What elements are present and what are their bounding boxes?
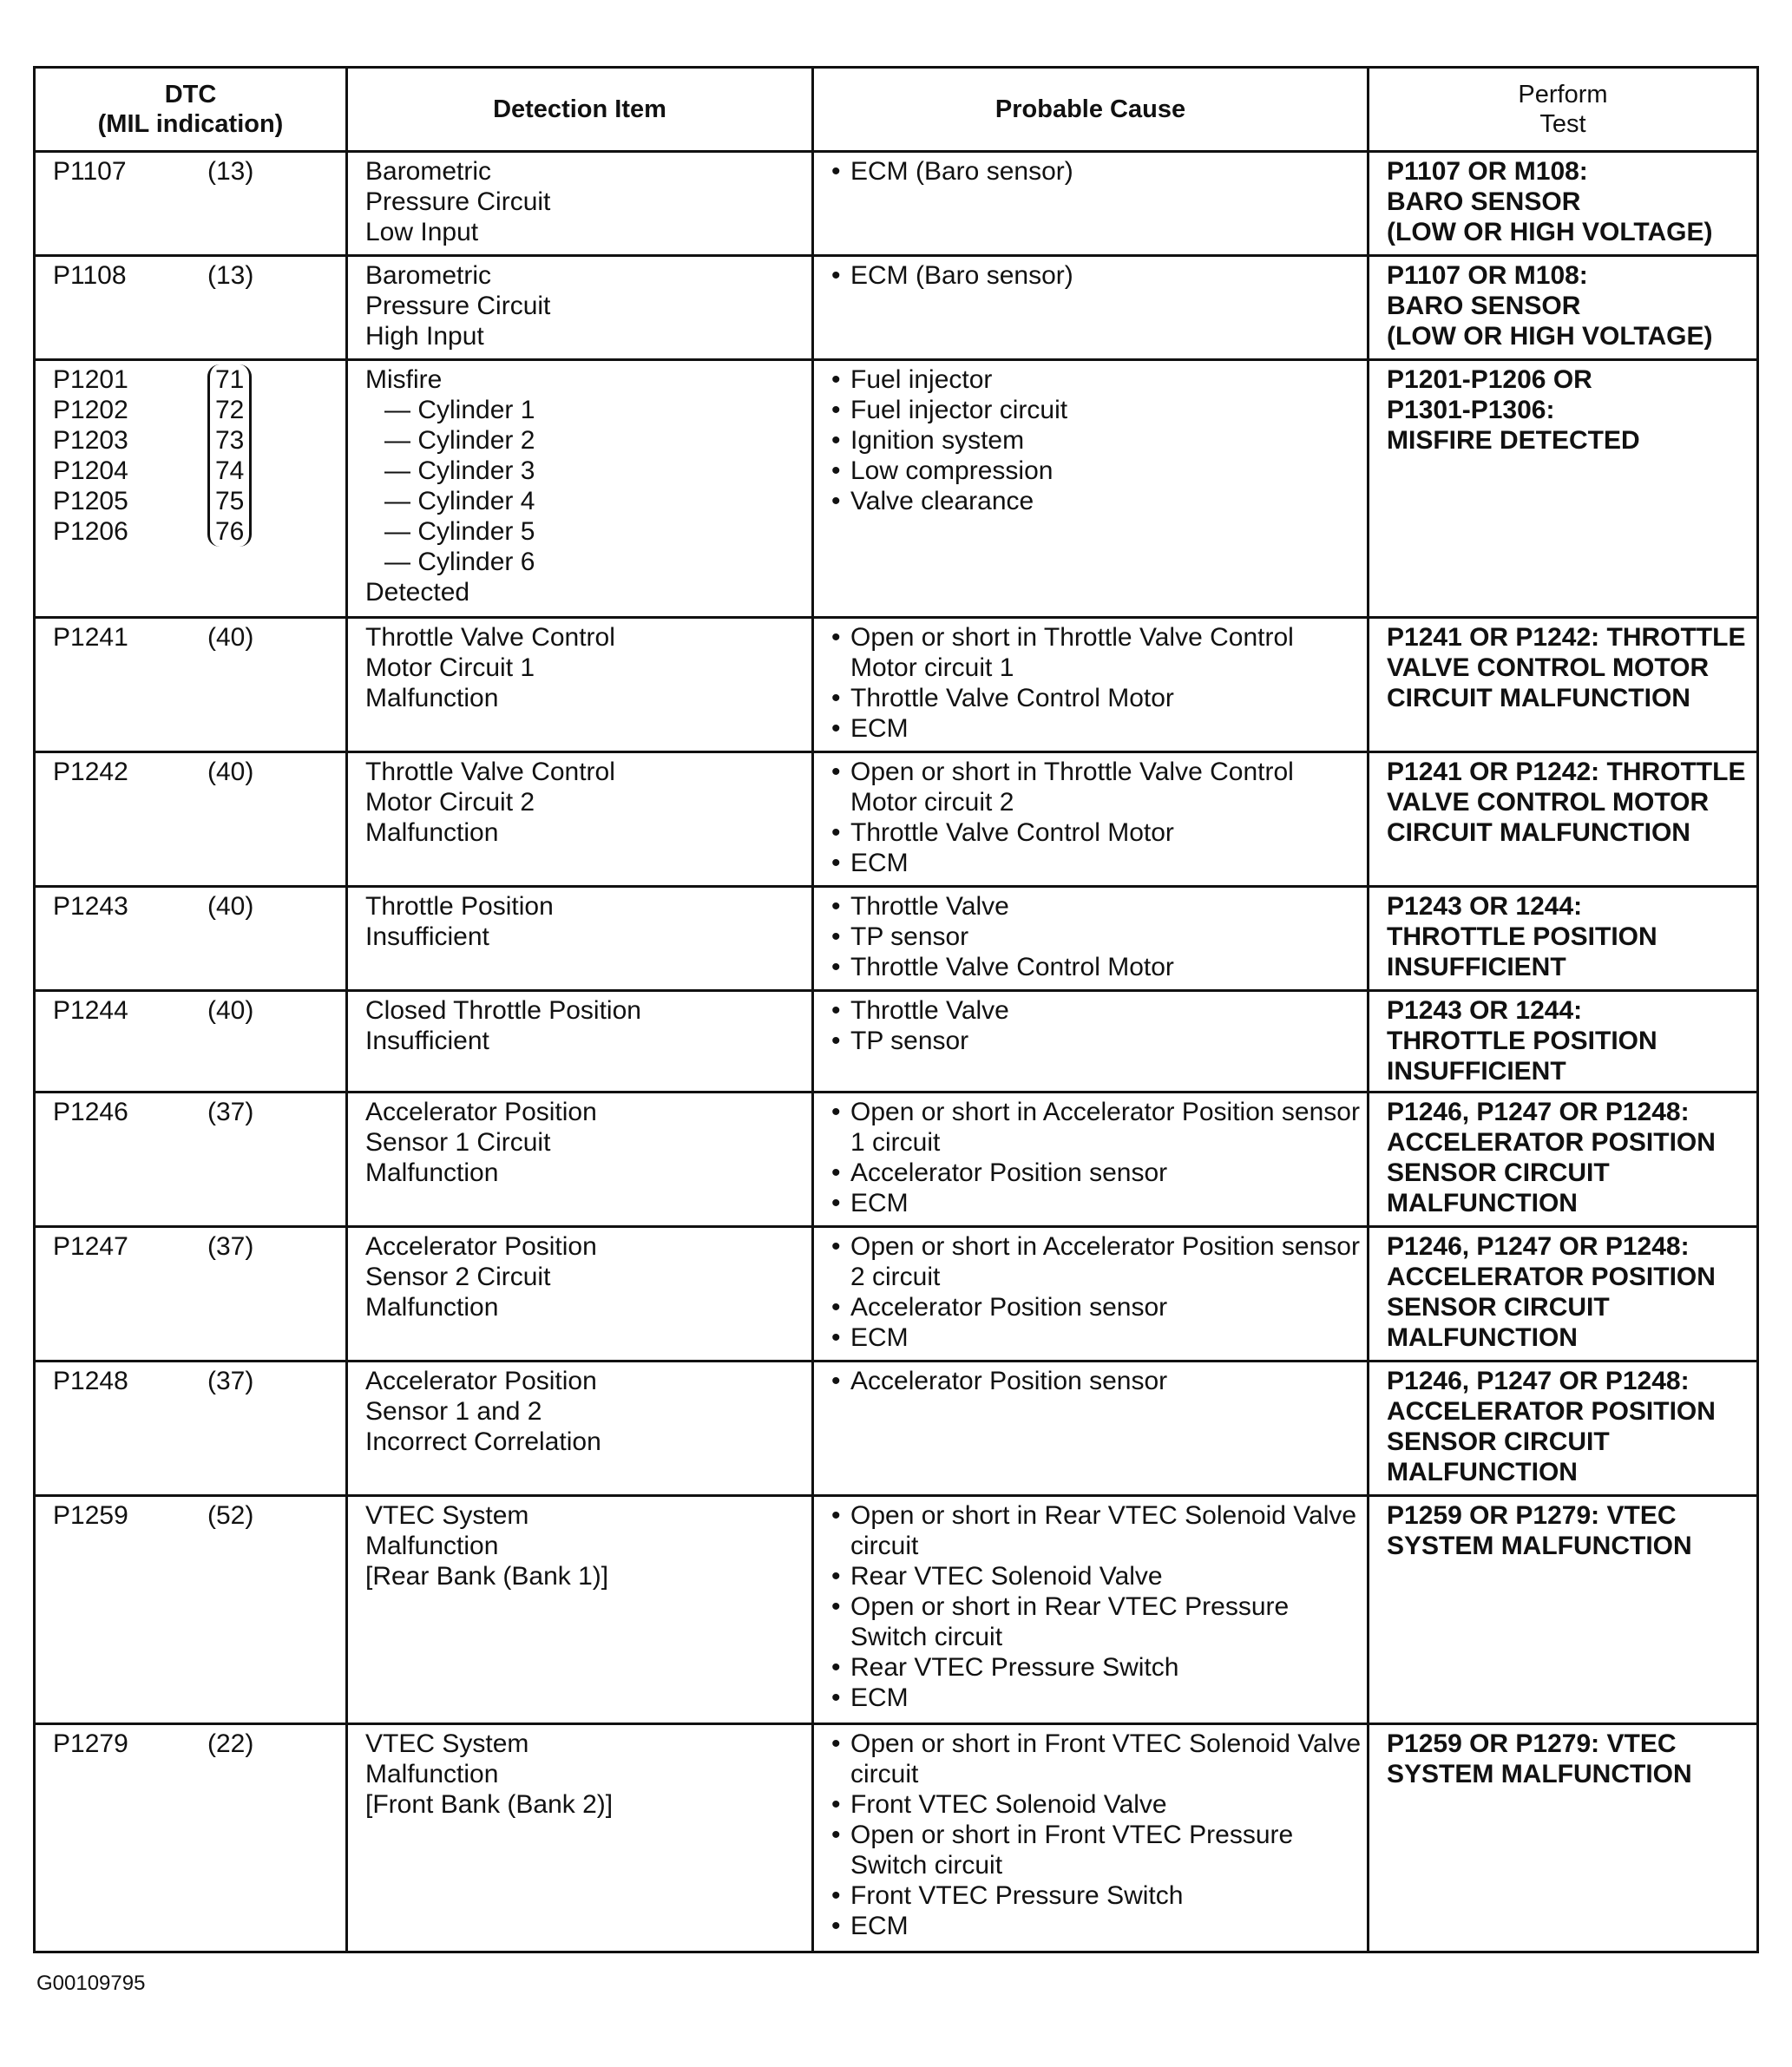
dtc-cell — [35, 752, 347, 887]
test-line: SENSOR CIRCUIT — [1387, 1427, 1610, 1456]
test-line: SYSTEM MALFUNCTION — [1387, 1532, 1692, 1560]
cause-item: • Throttle Valve Control Motor — [831, 952, 1367, 982]
cause-list — [831, 1729, 1367, 1941]
dtc-code-line — [53, 757, 345, 787]
detection-line: Malfunction — [365, 1760, 499, 1788]
dtc-code: P1206 — [53, 517, 128, 546]
cause-item: • Open or short in Accelerator Position sensor 2 circuit — [831, 1231, 1367, 1292]
cause-item: • Open or short in Front VTEC Solenoid Valve circuit — [831, 1729, 1367, 1789]
dtc-code: P1246 — [53, 1098, 128, 1126]
probable-cause-cell — [813, 752, 1369, 887]
cause-item: • ECM — [831, 1911, 1367, 1941]
header-test-line1: Perform — [1518, 81, 1608, 108]
test-line: P1201-P1206 OR — [1387, 365, 1592, 394]
mil-indication: (52) — [207, 1501, 254, 1530]
dtc-code: P1244 — [53, 996, 128, 1025]
test-line: VALVE CONTROL MOTOR — [1387, 788, 1710, 817]
cause-item: • Throttle Valve — [831, 891, 1367, 922]
cause-item: • ECM — [831, 848, 1367, 878]
cause-item: • Rear VTEC Pressure Switch — [831, 1652, 1367, 1683]
test-line: MALFUNCTION — [1387, 1323, 1578, 1352]
detection-item-cell — [347, 618, 813, 752]
dtc-cell — [35, 256, 347, 360]
test-line: P1241 OR P1242: THROTTLE — [1387, 623, 1746, 652]
cause-item: • Accelerator Position sensor — [831, 1366, 1367, 1396]
detection-line: [Front Bank (Bank 2)] — [365, 1790, 614, 1819]
probable-cause-cell — [813, 1724, 1369, 1952]
probable-cause-cell — [813, 1362, 1369, 1496]
test-line: SYSTEM MALFUNCTION — [1387, 1760, 1692, 1788]
detection-line: Low Input — [365, 218, 479, 246]
header-dtc-line2: (MIL indication) — [97, 110, 284, 138]
cause-list — [831, 364, 1367, 516]
detection-line: Malfunction — [365, 1293, 499, 1322]
detection-item-cell — [347, 152, 813, 256]
cause-item: • TP sensor — [831, 922, 1367, 952]
dtc-table-body — [35, 152, 1758, 1952]
header-row — [35, 68, 1758, 152]
test-line: ACCELERATOR POSITION — [1387, 1128, 1716, 1157]
dtc-cell — [35, 887, 347, 991]
dtc-code: P1201 — [53, 365, 128, 394]
mil-indication: (13) — [207, 157, 254, 186]
dtc-code: P1248 — [53, 1367, 128, 1395]
cause-item: • Ignition system — [831, 425, 1367, 456]
dtc-code: P1203 — [53, 426, 128, 455]
cause-list — [831, 891, 1367, 982]
cause-list — [831, 1097, 1367, 1218]
test-line: VALVE CONTROL MOTOR — [1387, 653, 1710, 682]
probable-cause-cell — [813, 1093, 1369, 1227]
detection-line: Closed Throttle Position — [365, 996, 641, 1025]
header-dtc-line1: DTC — [164, 81, 217, 108]
test-line: INSUFFICIENT — [1387, 1057, 1566, 1086]
test-line: CIRCUIT MALFUNCTION — [1387, 818, 1690, 847]
probable-cause-cell — [813, 991, 1369, 1093]
detection-line: Insufficient — [365, 1027, 489, 1055]
cause-list — [831, 1366, 1367, 1396]
table-row — [35, 1724, 1758, 1952]
detection-line: Barometric — [365, 157, 492, 186]
dtc-cell — [35, 1227, 347, 1362]
cause-list — [831, 260, 1367, 291]
dtc-code: P1243 — [53, 892, 128, 921]
probable-cause-cell — [813, 887, 1369, 991]
detection-line: Malfunction — [365, 1532, 499, 1560]
test-line: P1246, P1247 OR P1248: — [1387, 1367, 1690, 1395]
detection-line: Accelerator Position — [365, 1232, 597, 1261]
dtc-code: P1279 — [53, 1729, 128, 1758]
misfire-codes — [53, 364, 207, 547]
table-row — [35, 256, 1758, 360]
detection-item-cell — [347, 1227, 813, 1362]
detection-item-cell — [347, 1362, 813, 1496]
test-line: BARO SENSOR — [1387, 292, 1581, 320]
cause-list — [831, 995, 1367, 1056]
cause-list — [831, 1500, 1367, 1713]
mil-indication: (40) — [207, 996, 254, 1025]
cause-item: • Accelerator Position sensor — [831, 1158, 1367, 1188]
perform-test-cell — [1369, 256, 1758, 360]
mil-indication: 72 — [215, 396, 245, 424]
dtc-cell — [35, 618, 347, 752]
detection-line: High Input — [365, 322, 484, 351]
mil-indication: (37) — [207, 1232, 254, 1261]
cause-list — [831, 1231, 1367, 1353]
perform-test-cell — [1369, 1496, 1758, 1724]
header-probable-cause: Probable Cause — [813, 68, 1369, 152]
mil-indication: (40) — [207, 623, 254, 652]
test-line: CIRCUIT MALFUNCTION — [1387, 684, 1690, 712]
table-row — [35, 1362, 1758, 1496]
detection-line: VTEC System — [365, 1501, 529, 1530]
detection-cylinder-line: — Cylinder 6 — [384, 548, 535, 576]
probable-cause-cell — [813, 360, 1369, 618]
perform-test-cell — [1369, 991, 1758, 1093]
dtc-code: P1241 — [53, 623, 128, 652]
test-line: INSUFFICIENT — [1387, 953, 1566, 981]
cause-item: • TP sensor — [831, 1026, 1367, 1056]
test-line: ACCELERATOR POSITION — [1387, 1397, 1716, 1426]
detection-line: Throttle Valve Control — [365, 623, 615, 652]
test-line: BARO SENSOR — [1387, 187, 1581, 216]
test-line: SENSOR CIRCUIT — [1387, 1293, 1610, 1322]
dtc-cell — [35, 1724, 347, 1952]
detection-line: Accelerator Position — [365, 1367, 597, 1395]
table-row — [35, 887, 1758, 991]
cause-item: • Fuel injector circuit — [831, 395, 1367, 425]
cause-item: • ECM (Baro sensor) — [831, 156, 1367, 187]
mil-indication: (37) — [207, 1098, 254, 1126]
detection-line: Throttle Position — [365, 892, 554, 921]
mil-indication: (40) — [207, 892, 254, 921]
dtc-code: P1202 — [53, 396, 128, 424]
table-row — [35, 360, 1758, 618]
mil-bracket-group — [207, 364, 252, 547]
dtc-code: P1108 — [53, 261, 127, 290]
detection-line: Incorrect Correlation — [365, 1427, 601, 1456]
detection-cylinder-line: — Cylinder 1 — [384, 396, 535, 424]
cause-list — [831, 757, 1367, 878]
perform-test-cell — [1369, 152, 1758, 256]
header-perform-test — [1369, 68, 1758, 152]
cause-list — [831, 156, 1367, 187]
test-line: P1107 OR M108: — [1387, 261, 1588, 290]
probable-cause-cell — [813, 1227, 1369, 1362]
misfire-code-group — [53, 364, 345, 547]
mil-indication: (40) — [207, 758, 254, 786]
cause-item: • ECM — [831, 1322, 1367, 1353]
detection-cylinder-line: — Cylinder 4 — [384, 487, 535, 515]
cause-item: • Rear VTEC Solenoid Valve — [831, 1561, 1367, 1591]
dtc-code-line — [53, 1097, 345, 1127]
probable-cause-cell — [813, 152, 1369, 256]
table-row — [35, 1093, 1758, 1227]
detection-line: Pressure Circuit — [365, 292, 551, 320]
test-line: P1243 OR 1244: — [1387, 996, 1583, 1025]
table-row — [35, 1227, 1758, 1362]
dtc-code-line — [53, 622, 345, 653]
detection-item-cell — [347, 887, 813, 991]
perform-test-cell — [1369, 752, 1758, 887]
table-row — [35, 991, 1758, 1093]
detection-line: Throttle Valve Control — [365, 758, 615, 786]
cause-item: • ECM — [831, 1683, 1367, 1713]
test-line: P1246, P1247 OR P1248: — [1387, 1232, 1690, 1261]
perform-test-cell — [1369, 618, 1758, 752]
dtc-code-line — [53, 1729, 345, 1759]
mil-indication: 76 — [215, 517, 245, 546]
dtc-code-line — [53, 1500, 345, 1531]
test-line: MALFUNCTION — [1387, 1189, 1578, 1217]
cause-list — [831, 622, 1367, 744]
detection-line: Motor Circuit 1 — [365, 653, 535, 682]
detection-line: Barometric — [365, 261, 492, 290]
mil-indication: 71 — [215, 365, 245, 394]
dtc-code-line — [53, 1366, 345, 1396]
dtc-code-line — [53, 1231, 345, 1262]
perform-test-cell — [1369, 1724, 1758, 1952]
dtc-cell — [35, 1496, 347, 1724]
table-row — [35, 752, 1758, 887]
dtc-code: P1107 — [53, 157, 127, 186]
detection-line: Malfunction — [365, 1158, 499, 1187]
dtc-code-line — [53, 156, 345, 187]
cause-item: • ECM — [831, 713, 1367, 744]
detection-item-cell — [347, 256, 813, 360]
cause-item: • Front VTEC Pressure Switch — [831, 1880, 1367, 1911]
table-row — [35, 1496, 1758, 1724]
test-line: MALFUNCTION — [1387, 1458, 1578, 1486]
detection-cylinder-line: — Cylinder 2 — [384, 426, 535, 455]
test-line: P1243 OR 1244: — [1387, 892, 1583, 921]
dtc-code-line — [53, 260, 345, 291]
test-line: ACCELERATOR POSITION — [1387, 1263, 1716, 1291]
test-line: P1107 OR M108: — [1387, 157, 1588, 186]
cause-item: • ECM — [831, 1188, 1367, 1218]
cause-item: • ECM (Baro sensor) — [831, 260, 1367, 291]
cause-item: • Open or short in Rear VTEC Solenoid Valve circuit — [831, 1500, 1367, 1561]
dtc-cell — [35, 360, 347, 618]
test-line: THROTTLE POSITION — [1387, 1027, 1657, 1055]
dtc-cell — [35, 152, 347, 256]
perform-test-cell — [1369, 1362, 1758, 1496]
detection-line: Detected — [365, 578, 470, 607]
cause-item: • Throttle Valve Control Motor — [831, 683, 1367, 713]
dtc-cell — [35, 991, 347, 1093]
detection-cylinder-line: — Cylinder 5 — [384, 517, 535, 546]
detection-line: Pressure Circuit — [365, 187, 551, 216]
detection-item-cell — [347, 1093, 813, 1227]
dtc-code: P1205 — [53, 487, 128, 515]
detection-line: Accelerator Position — [365, 1098, 597, 1126]
dtc-code: P1242 — [53, 758, 128, 786]
cause-item: • Open or short in Accelerator Position sensor 1 circuit — [831, 1097, 1367, 1158]
cause-item: • Accelerator Position sensor — [831, 1292, 1367, 1322]
cause-item: • Open or short in Throttle Valve Control Motor circuit 1 — [831, 622, 1367, 683]
test-line: (LOW OR HIGH VOLTAGE) — [1387, 218, 1713, 246]
test-line: SENSOR CIRCUIT — [1387, 1158, 1610, 1187]
detection-item-cell — [347, 1496, 813, 1724]
detection-line: Misfire — [365, 365, 443, 394]
mil-indication: 75 — [215, 487, 245, 515]
figure-id: G00109795 — [36, 1972, 146, 1995]
dtc-cell — [35, 1093, 347, 1227]
table-row — [35, 618, 1758, 752]
header-dtc — [35, 68, 347, 152]
dtc-code: P1247 — [53, 1232, 128, 1261]
test-line: P1241 OR P1242: THROTTLE — [1387, 758, 1746, 786]
cause-item: • Open or short in Front VTEC Pressure Switch circuit — [831, 1820, 1367, 1880]
detection-line: VTEC System — [365, 1729, 529, 1758]
detection-line: Sensor 1 Circuit — [365, 1128, 551, 1157]
detection-line: Malfunction — [365, 818, 499, 847]
probable-cause-cell — [813, 1496, 1369, 1724]
dtc-code: P1204 — [53, 456, 128, 485]
cause-item: • Fuel injector — [831, 364, 1367, 395]
dtc-code-line — [53, 891, 345, 922]
perform-test-cell — [1369, 360, 1758, 618]
test-line: P1259 OR P1279: VTEC — [1387, 1729, 1677, 1758]
dtc-table — [33, 66, 1759, 1953]
perform-test-cell — [1369, 1093, 1758, 1227]
test-line: P1259 OR P1279: VTEC — [1387, 1501, 1677, 1530]
header-test-line2: Test — [1539, 110, 1586, 138]
cause-item: • Front VTEC Solenoid Valve — [831, 1789, 1367, 1820]
table-row — [35, 152, 1758, 256]
dtc-code: P1259 — [53, 1501, 128, 1530]
mil-indication: 73 — [215, 426, 245, 455]
detection-line: Malfunction — [365, 684, 499, 712]
detection-line: Insufficient — [365, 922, 489, 951]
cause-item: • Throttle Valve — [831, 995, 1367, 1026]
probable-cause-cell — [813, 618, 1369, 752]
detection-cylinder-line: — Cylinder 3 — [384, 456, 535, 485]
perform-test-cell — [1369, 1227, 1758, 1362]
header-detection-item: Detection Item — [347, 68, 813, 152]
test-line: (LOW OR HIGH VOLTAGE) — [1387, 322, 1713, 351]
cause-item: • Throttle Valve Control Motor — [831, 817, 1367, 848]
test-line: THROTTLE POSITION — [1387, 922, 1657, 951]
detection-item-cell — [347, 991, 813, 1093]
detection-line: Motor Circuit 2 — [365, 788, 535, 817]
dtc-code-line — [53, 995, 345, 1026]
detection-item-cell — [347, 360, 813, 618]
cause-item: • Valve clearance — [831, 486, 1367, 516]
mil-indication: (22) — [207, 1729, 254, 1758]
cause-item: • Open or short in Throttle Valve Control Motor circuit 2 — [831, 757, 1367, 817]
detection-item-cell — [347, 752, 813, 887]
perform-test-cell — [1369, 887, 1758, 991]
mil-indication: (37) — [207, 1367, 254, 1395]
mil-indication: 74 — [215, 456, 245, 485]
probable-cause-cell — [813, 256, 1369, 360]
detection-line: Sensor 2 Circuit — [365, 1263, 551, 1291]
detection-line: [Rear Bank (Bank 1)] — [365, 1562, 609, 1591]
cause-item: • Open or short in Rear VTEC Pressure Switch circuit — [831, 1591, 1367, 1652]
cause-item: • Low compression — [831, 456, 1367, 486]
test-line: P1301-P1306: — [1387, 396, 1555, 424]
detection-item-cell — [347, 1724, 813, 1952]
detection-line: Sensor 1 and 2 — [365, 1397, 542, 1426]
mil-indication: (13) — [207, 261, 254, 290]
test-line: P1246, P1247 OR P1248: — [1387, 1098, 1690, 1126]
dtc-cell — [35, 1362, 347, 1496]
test-line: MISFIRE DETECTED — [1387, 426, 1640, 455]
